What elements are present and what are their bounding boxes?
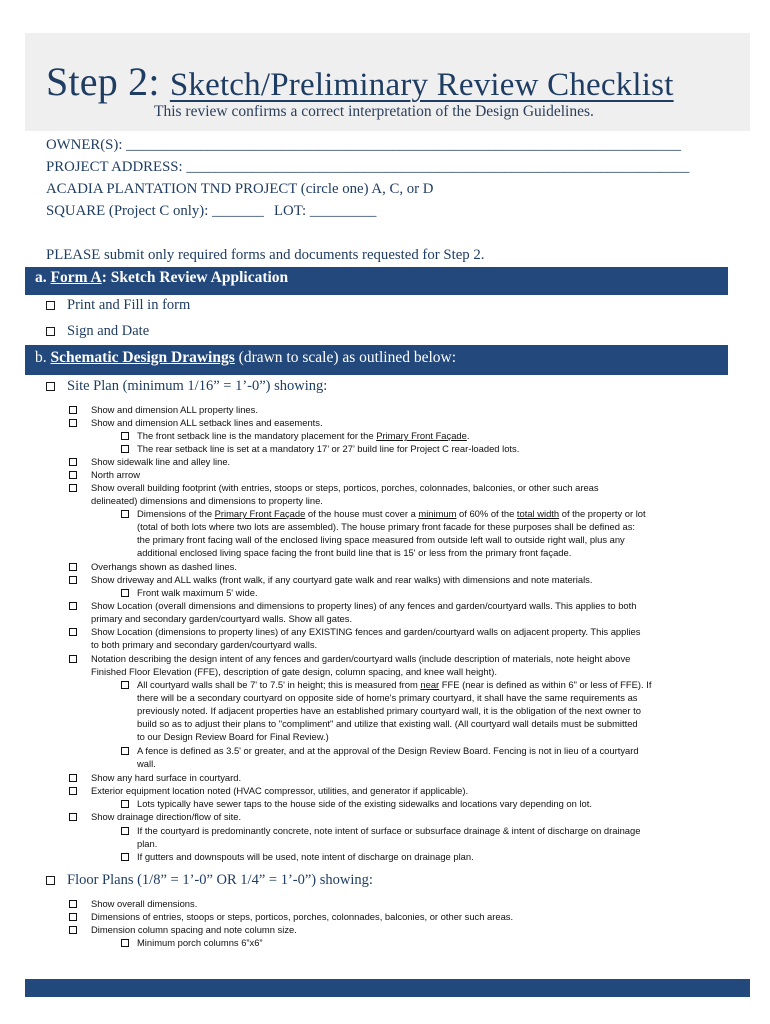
list-item: Show Location (dimensions to property lines) of any EXISTING fences and garden/courtyard walls on adjacent property. This applies	[91, 626, 641, 637]
list-item	[137, 678, 651, 691]
list-item-continuation: to our Design Review Board for Final Review.)	[137, 731, 329, 742]
list-item: Show any hard surface in courtyard.	[91, 772, 242, 783]
checkbox-icon[interactable]	[121, 939, 129, 947]
checklist-item-print-fill[interactable]	[46, 297, 190, 314]
checkbox-icon[interactable]	[69, 458, 77, 466]
list-item: If the courtyard is predominantly concrete, note intent of surface or subsurface drainage & intent of discharge on drainage	[137, 825, 641, 836]
title-main: Sketch/Preliminary Review Checklist	[169, 67, 674, 103]
list-item-continuation: Finished Floor Elevation (FFE), description of gate design, column spacing, and knee wall height).	[91, 666, 497, 677]
list-item	[137, 429, 469, 442]
list-item-continuation: (total of both lots where two lots are assembled). The house primary front facade for these purposes shall be defined as:	[137, 521, 636, 532]
list-item: Show and dimension ALL setback lines and easements.	[91, 417, 323, 428]
text-run-underlined: minimum	[418, 508, 457, 519]
submit-instruction: PLEASE submit only required forms and documents requested for Step 2.	[46, 247, 485, 263]
text-run: .	[466, 430, 470, 441]
list-item: Notation describing the design intent of any fences and garden/courtyard walls (include description of materials, note height above	[91, 653, 631, 664]
checkbox-icon[interactable]	[69, 602, 77, 610]
list-item: Overhangs shown as dashed lines.	[91, 561, 237, 572]
checkbox-icon[interactable]	[69, 900, 77, 908]
section-a-prefix: a.	[35, 269, 51, 286]
checkbox-icon[interactable]	[69, 813, 77, 821]
checkbox-icon[interactable]	[69, 926, 77, 934]
project-address-field[interactable]: PROJECT ADDRESS: ____________________________________________________________________	[46, 159, 690, 175]
list-item: Show drainage direction/flow of site.	[91, 811, 242, 822]
section-a-title: : Sketch Review Application	[101, 269, 289, 286]
list-item: Minimum porch columns 6”x6”	[137, 937, 263, 948]
checkbox-icon[interactable]	[69, 913, 77, 921]
site-plan-heading[interactable]	[46, 378, 327, 395]
text-run: Dimensions of the	[137, 508, 215, 519]
checkbox-icon[interactable]	[69, 419, 77, 427]
checkbox-icon[interactable]	[121, 589, 129, 597]
checkbox-icon[interactable]	[46, 876, 55, 885]
section-a-bar	[25, 267, 728, 295]
checkbox-icon[interactable]	[46, 327, 55, 336]
list-item: Show and dimension ALL property lines.	[91, 404, 258, 415]
text-run-underlined: Primary Front Façade	[376, 430, 467, 441]
checkbox-icon[interactable]	[46, 382, 55, 391]
checkbox-icon[interactable]	[69, 655, 77, 663]
schematic-design-drawings-link[interactable]: Schematic Design Drawings	[50, 349, 235, 366]
owners-field[interactable]: OWNER(S): ___________________________________________________________________________	[46, 137, 682, 153]
list-item: Show overall dimensions.	[91, 898, 198, 909]
text-run-underlined: near	[420, 679, 440, 690]
list-item: Show sidewalk line and alley line.	[91, 456, 231, 467]
text-run: All courtyard walls shall be 7' to 7.5' in height; this is measured from	[137, 679, 421, 690]
list-item: Exterior equipment location noted (HVAC compressor, utilities, and generator if applicable).	[91, 785, 469, 796]
checkbox-icon[interactable]	[121, 681, 129, 689]
list-item: Lots typically have sewer taps to the house side of the existing sidewalks and locations vary depending on lot.	[137, 798, 592, 809]
list-item: Dimension column spacing and note column size.	[91, 924, 297, 935]
list-item: North arrow	[91, 469, 140, 480]
floor-plans-heading[interactable]	[46, 872, 373, 889]
checkbox-icon[interactable]	[121, 800, 129, 808]
site-plan-heading-label: Site Plan (minimum 1/16” = 1’-0”) showing:	[67, 378, 328, 394]
checkbox-icon[interactable]	[69, 406, 77, 414]
list-item-continuation: additional enclosed living space facing the front build line that is 15' or less from the primary front façade.	[137, 547, 572, 558]
lot-field[interactable]: LOT: _________	[274, 203, 377, 219]
checklist-item-sign-date[interactable]	[46, 323, 149, 340]
footer-band	[25, 979, 750, 997]
text-run: of the property or lot	[559, 508, 646, 519]
checklist-item-label: Print and Fill in form	[67, 297, 191, 313]
title-step: Step 2:	[46, 59, 160, 104]
text-run: of 60% of the	[456, 508, 517, 519]
list-item-continuation: delineated) dimensions and dimensions to property line.	[91, 495, 323, 506]
text-run: FFE (near is defined as within 6" or less of FFE). If	[439, 679, 652, 690]
checkbox-icon[interactable]	[121, 747, 129, 755]
page-title	[46, 58, 674, 105]
acadia-project-line: ACADIA PLANTATION TND PROJECT (circle one) A, C, or D	[46, 181, 434, 197]
list-item: Show Location (overall dimensions and dimensions to property lines) of any fences and garden/courtyard walls. This applies to both	[91, 600, 637, 611]
list-item: Front walk maximum 5' wide.	[137, 587, 258, 598]
checkbox-icon[interactable]	[69, 563, 77, 571]
text-run: of the house must cover a	[305, 508, 419, 519]
checkbox-icon[interactable]	[121, 510, 129, 518]
list-item-continuation: wall.	[137, 758, 156, 769]
list-item: Dimensions of entries, stoops or steps, porticos, porches, colonnades, balconies, or other such areas.	[91, 911, 514, 922]
list-item	[137, 507, 646, 520]
checkbox-icon[interactable]	[121, 853, 129, 861]
list-item-continuation: build so as to adjust their plans to "compliment" and utilize that existing wall. (All courtyard wall details must be submitted	[137, 718, 638, 729]
list-item: If gutters and downspouts will be used, note intent of discharge on drainage plan.	[137, 851, 474, 862]
checklist-item-label: Sign and Date	[67, 323, 150, 339]
checkbox-icon[interactable]	[121, 432, 129, 440]
checkbox-icon[interactable]	[69, 787, 77, 795]
list-item-continuation: previously noted. If adjacent properties have an established primary courtyard wall, it is the obligation of the next owner to	[137, 705, 641, 716]
checkbox-icon[interactable]	[69, 576, 77, 584]
checkbox-icon[interactable]	[69, 628, 77, 636]
text-run: The front setback line is the mandatory placement for the	[137, 430, 377, 441]
square-field[interactable]: SQUARE (Project C only): _______	[46, 203, 264, 219]
floor-plans-heading-label: Floor Plans (1/8” = 1’-0” OR 1/4” = 1’-0”) showing:	[67, 872, 373, 888]
checkbox-icon[interactable]	[121, 445, 129, 453]
checkbox-icon[interactable]	[46, 301, 55, 310]
section-b-prefix: b.	[35, 349, 51, 366]
checkbox-icon[interactable]	[121, 827, 129, 835]
list-item: The rear setback line is set at a mandatory 17’ or 27’ build line for Project C rear-loaded lots.	[137, 443, 520, 454]
checkbox-icon[interactable]	[69, 484, 77, 492]
checkbox-icon[interactable]	[69, 774, 77, 782]
section-b-bar	[25, 345, 728, 375]
list-item-continuation: there will be a secondary courtyard on opposite side of home's primary courtyard, it shall have the same requirements as	[137, 692, 638, 703]
text-run-underlined: total width	[516, 508, 560, 519]
text-run-underlined: Primary Front Façade	[214, 508, 306, 519]
form-a-link[interactable]: Form A	[50, 269, 102, 286]
list-item: Show overall building footprint (with entries, stoops or steps, porticos, porches, colonnades, balconies, or other such areas	[91, 482, 599, 493]
list-item-continuation: plan.	[137, 838, 158, 849]
section-b-title: (drawn to scale) as outlined below:	[234, 349, 457, 366]
list-item-continuation: primary and secondary garden/courtyard walls. Show all gates.	[91, 613, 353, 624]
list-item: Show driveway and ALL walks (front walk, if any courtyard gate walk and rear walks) with dimensions and note materials.	[91, 574, 593, 585]
list-item: A fence is defined as 3.5' or greater, and at the approval of the Design Review Board. Fencing is not in lieu of a courtyard	[137, 745, 639, 756]
list-item-continuation: the primary front facing wall of the enclosed living space measured from outside left wall to outside right wall, plus any	[137, 534, 625, 545]
checkbox-icon[interactable]	[69, 471, 77, 479]
page-subtitle: This review confirms a correct interpretation of the Design Guidelines.	[154, 103, 594, 120]
list-item-continuation: to both primary and secondary garden/courtyard walls.	[91, 639, 318, 650]
